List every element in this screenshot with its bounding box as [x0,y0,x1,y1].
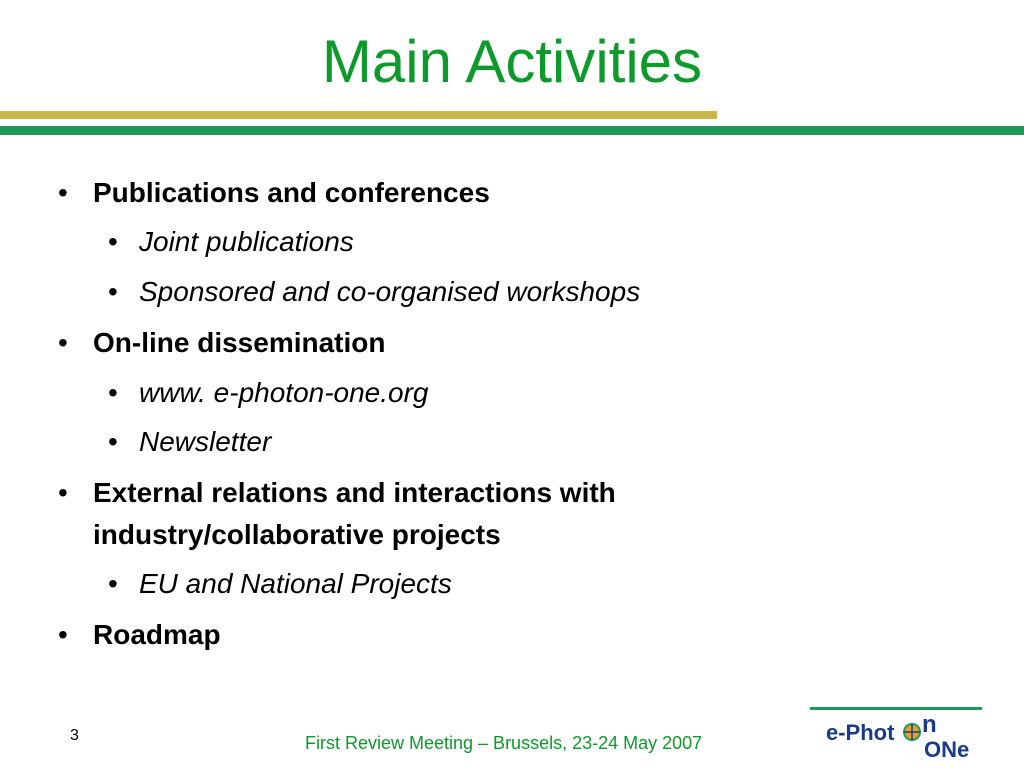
gold-divider-bar [0,111,717,119]
sub-bullet-icon: • [108,276,118,307]
e-photon-one-logo [808,702,988,762]
bullet-item: On-line dissemination [93,327,386,358]
green-divider-bar [0,126,1024,135]
sub-bullet-item: www. e-photon-one.org [139,377,429,408]
bullet-item: External relations and interactions with [93,477,616,508]
bullet-item: Roadmap [93,619,221,650]
slide-title: Main Activities [321,28,703,95]
bullet-item: Publications and conferences [93,177,490,208]
sub-bullet-icon: • [108,568,118,599]
logo-top-line [810,707,982,710]
bullet-icon: • [58,177,68,208]
bullet-item-continuation: industry/collaborative projects [93,519,501,550]
sub-bullet-item: Joint publications [139,226,354,257]
footer-text: First Review Meeting – Brussels, 23-24 May 2007 [305,733,703,753]
bullet-icon: • [58,327,68,358]
sub-bullet-icon: • [108,377,118,408]
globe-icon [904,724,920,740]
sub-bullet-item: Newsletter [139,426,272,457]
sub-bullet-item: EU and National Projects [139,568,452,599]
logo-text-n: n [922,711,937,738]
sub-bullet-icon: • [108,226,118,257]
logo-text-one: ONe [924,737,970,762]
page-number: 3 [70,727,79,744]
bullet-icon: • [58,477,68,508]
logo-text-ephot: e-Phot [826,720,895,745]
sub-bullet-icon: • [108,426,118,457]
sub-bullet-item: Sponsored and co-organised workshops [139,276,641,307]
bullet-icon: • [58,619,68,650]
